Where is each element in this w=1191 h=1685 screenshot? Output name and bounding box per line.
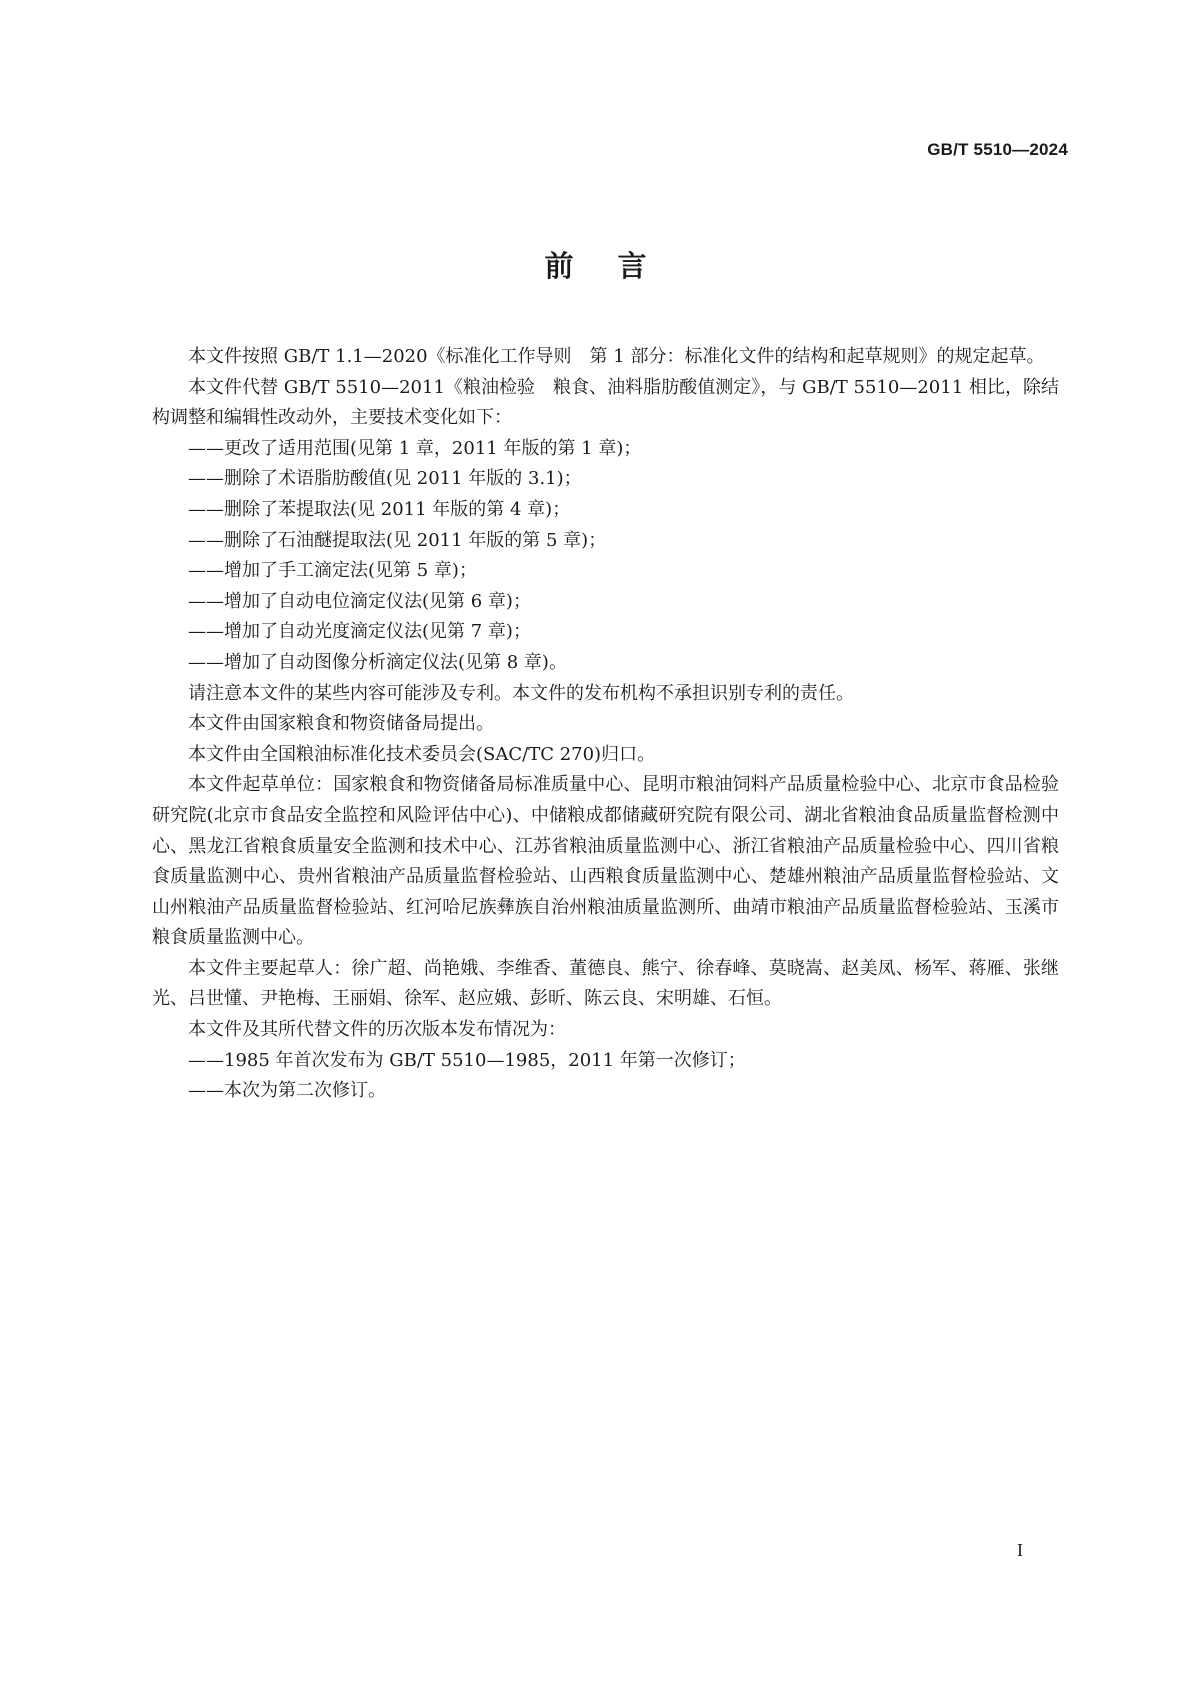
paragraph: 本文件及其所代替文件的历次版本发布情况为：	[188, 1019, 566, 1041]
paragraph: 本文件由全国粮油标准化技术委员会(SAC/TC 270)归口。	[188, 743, 656, 765]
change-list-item: ——删除了苯提取法(见 2011 年版的第 4 章)；	[188, 498, 571, 520]
change-list-item: ——增加了自动光度滴定仪法(见第 7 章)；	[188, 621, 531, 643]
history-list-item: ——1985 年首次发布为 GB/T 5510—1985，2011 年第一次修订；	[188, 1049, 746, 1071]
page-title: 前言	[544, 249, 691, 283]
page-number: I	[1017, 1540, 1023, 1560]
change-list-item: ——增加了手工滴定法(见第 5 章)；	[188, 560, 477, 582]
paragraph: 本文件代替 GB/T 5510—2011《粮油检验 粮食、油料脂肪酸值测定》，与 GB/T 5510—2011 相比，除结构调整和编辑性改动外，主要技术变化如下：	[152, 376, 1059, 429]
change-list-item: ——增加了自动图像分析滴定仪法(见第 8 章)。	[188, 651, 567, 673]
drafting-units-paragraph: 本文件起草单位：国家粮食和物资储备局标准质量中心、昆明市粮油饲料产品质量检验中心、北京市食品检验研究院(北京市食品安全监控和风险评估中心)、中储粮成都储藏研究院有限公司、湖北省粮油食品质量监督检测中心、黑龙江省粮食质量安全监测和技术中心、江苏省粮油质量监测中心、浙江省粮油产品质量检验中心、四川省粮食质量监测中心、贵州省粮油产品质量监督检验站、山西粮食质量监测中心、楚雄州粮油产品质量监督检验站、文山州粮油产品质量监督检验站、红河哈尼族彝族自治州粮油质量监测所、曲靖市粮油产品质量监督检验站、玉溪市粮食质量监测中心。	[152, 774, 1059, 949]
change-list-item: ——更改了适用范围(见第 1 章，2011 年版的第 1 章)；	[188, 437, 642, 459]
drafters-paragraph: 本文件主要起草人：徐广超、尚艳娥、李维香、董德良、熊宁、徐春峰、莫晓嵩、赵美凤、杨军、蒋雁、张继光、吕世懂、尹艳梅、王丽娟、徐军、赵应娥、彭昕、陈云良、宋明雄、石恒。	[152, 957, 1059, 1010]
change-list-item: ——增加了自动电位滴定仪法(见第 6 章)；	[188, 590, 531, 612]
history-list-item: ——本次为第二次修订。	[188, 1080, 386, 1102]
paragraph: 本文件由国家粮食和物资储备局提出。	[188, 713, 494, 735]
foreword-body	[152, 342, 1059, 1107]
paragraph: 本文件按照 GB/T 1.1—2020《标准化工作导则 第 1 部分：标准化文件的结构和起草规则》的规定起草。	[188, 346, 1045, 367]
change-list-item: ——删除了术语脂肪酸值(见 2011 年版的 3.1)；	[188, 468, 582, 490]
paragraph: 请注意本文件的某些内容可能涉及专利。本文件的发布机构不承担识别专利的责任。	[188, 682, 854, 704]
change-list-item: ——删除了石油醚提取法(见 2011 年版的第 5 章)；	[188, 529, 607, 551]
standard-code: GB/T 5510—2024	[927, 140, 1068, 159]
